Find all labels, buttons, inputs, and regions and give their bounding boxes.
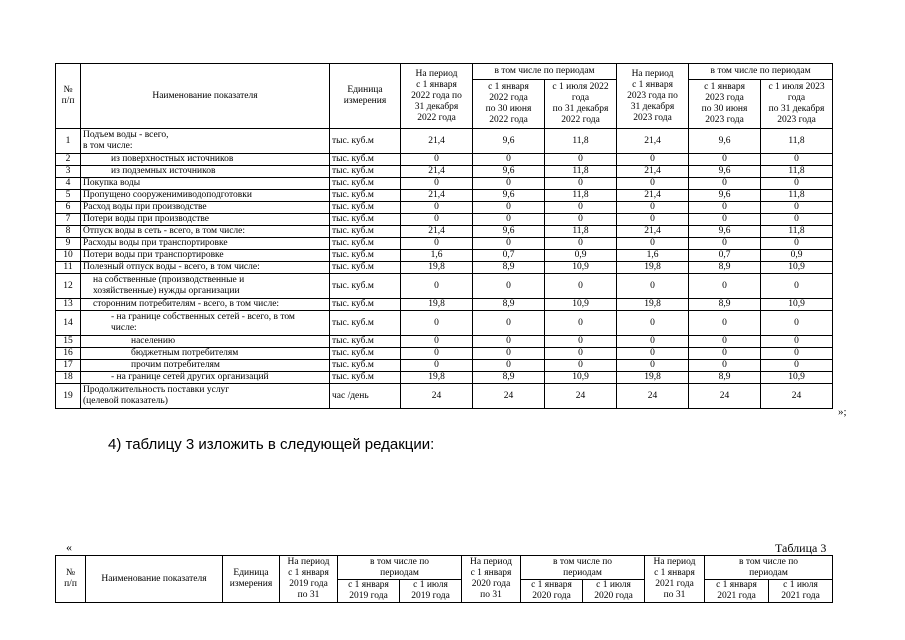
row-value: 11,8	[545, 226, 617, 238]
row-num: 4	[56, 178, 81, 190]
header-incl-2023: в том числе по периодам	[689, 64, 833, 80]
row-value: 0	[545, 154, 617, 166]
header-unit: Единица измерения	[330, 64, 401, 129]
table-row	[56, 190, 833, 202]
t3-header-period-2019: На период с 1 января 2019 года по 31	[280, 556, 338, 603]
row-value: 0	[689, 274, 761, 299]
t3-header-h2-2019: с 1 июля 2019 года	[400, 580, 462, 603]
row-unit: тыс. куб.м	[330, 154, 401, 166]
row-value: 11,8	[545, 129, 617, 154]
row-value: 8,9	[473, 299, 545, 311]
row-value: 0	[545, 274, 617, 299]
table-row	[56, 202, 833, 214]
table-row	[56, 262, 833, 274]
t3-header-period-2020: На период с 1 января 2020 года по 31	[462, 556, 521, 603]
water-balance-table	[55, 63, 833, 409]
header-h2-2022: с 1 июля 2022 года по 31 декабря 2022 года	[545, 80, 617, 129]
row-value: 11,8	[545, 190, 617, 202]
table-row	[56, 129, 833, 154]
row-value: 0	[401, 202, 473, 214]
row-value: 0	[761, 311, 833, 336]
row-num: 3	[56, 166, 81, 178]
row-unit: тыс. куб.м	[330, 214, 401, 226]
row-value: 10,9	[761, 372, 833, 384]
row-value: 0	[689, 360, 761, 372]
table-row	[56, 372, 833, 384]
row-unit: тыс. куб.м	[330, 360, 401, 372]
row-num: 1	[56, 129, 81, 154]
row-name: Расходы воды при транспортировке	[81, 238, 330, 250]
row-name: Полезный отпуск воды - всего, в том числе:	[81, 262, 330, 274]
row-num: 8	[56, 226, 81, 238]
t3-header-name: Наименование показателя	[86, 556, 223, 603]
row-unit: тыс. куб.м	[330, 262, 401, 274]
row-value: 9,6	[473, 129, 545, 154]
t3-header-unit: Единица измерения	[223, 556, 280, 603]
row-value: 11,8	[545, 166, 617, 178]
row-value: 0	[473, 202, 545, 214]
row-value: 0	[401, 348, 473, 360]
t3-header-incl-2020: в том числе по периодам	[521, 556, 645, 580]
row-value: 19,8	[617, 299, 689, 311]
row-value: 0	[473, 214, 545, 226]
row-value: 0	[761, 274, 833, 299]
row-name: Подъем воды - всего, в том числе:	[81, 129, 330, 154]
row-value: 19,8	[617, 372, 689, 384]
row-value: 19,8	[401, 372, 473, 384]
row-value: 10,9	[545, 372, 617, 384]
row-num: 9	[56, 238, 81, 250]
table-row	[56, 154, 833, 166]
row-value: 0	[761, 238, 833, 250]
row-value: 21,4	[617, 226, 689, 238]
row-value: 0	[689, 202, 761, 214]
row-num: 19	[56, 384, 81, 409]
row-value: 0	[401, 336, 473, 348]
row-value: 9,6	[689, 166, 761, 178]
row-unit: тыс. куб.м	[330, 311, 401, 336]
row-name: на собственные (производственные и хозяйственные) нужды организации	[81, 274, 330, 299]
row-value: 0	[545, 348, 617, 360]
row-name: из подземных источников	[81, 166, 330, 178]
row-value: 0	[473, 360, 545, 372]
row-num: 5	[56, 190, 81, 202]
row-unit: тыс. куб.м	[330, 372, 401, 384]
row-value: 11,8	[761, 166, 833, 178]
row-num: 15	[56, 336, 81, 348]
table-row	[56, 360, 833, 372]
row-value: 0	[545, 202, 617, 214]
row-unit: тыс. куб.м	[330, 129, 401, 154]
row-value: 0	[761, 154, 833, 166]
row-unit: тыс. куб.м	[330, 166, 401, 178]
row-value: 0	[761, 336, 833, 348]
row-num: 17	[56, 360, 81, 372]
row-name: прочим потребителям	[81, 360, 330, 372]
row-value: 0	[617, 336, 689, 348]
t3-header-h1-2020: с 1 января 2020 года	[521, 580, 583, 603]
row-value: 0	[689, 214, 761, 226]
row-value: 0	[545, 238, 617, 250]
row-value: 9,6	[689, 190, 761, 202]
row-value: 0	[473, 238, 545, 250]
row-name: Потери воды при транспортировке	[81, 250, 330, 262]
row-unit: тыс. куб.м	[330, 190, 401, 202]
table-row	[56, 250, 833, 262]
row-num: 6	[56, 202, 81, 214]
row-unit: тыс. куб.м	[330, 202, 401, 214]
row-value: 9,6	[473, 166, 545, 178]
row-value: 0	[689, 178, 761, 190]
row-value: 0	[689, 311, 761, 336]
row-value: 0,9	[545, 250, 617, 262]
row-num: 18	[56, 372, 81, 384]
row-value: 0	[473, 311, 545, 336]
instruction-text: 4) таблицу 3 изложить в следующей редакции:	[108, 436, 435, 453]
t3-header-h1-2021: с 1 января 2021 года	[705, 580, 769, 603]
row-value: 0	[545, 311, 617, 336]
header-h2-2023: с 1 июля 2023 года по 31 декабря 2023 года	[761, 80, 833, 129]
row-value: 8,9	[689, 299, 761, 311]
row-value: 0	[545, 178, 617, 190]
table-row	[56, 384, 833, 409]
row-value: 0	[617, 274, 689, 299]
row-name: - на границе собственных сетей - всего, в том числе:	[81, 311, 330, 336]
table-row	[56, 214, 833, 226]
closing-quote: »;	[838, 406, 847, 418]
row-unit: тыс. куб.м	[330, 250, 401, 262]
row-name: населению	[81, 336, 330, 348]
row-name: сторонним потребителям - всего, в том числе:	[81, 299, 330, 311]
row-value: 24	[761, 384, 833, 409]
row-value: 1,6	[401, 250, 473, 262]
row-value: 11,8	[761, 129, 833, 154]
header-h1-2022: с 1 января 2022 года по 30 июня 2022 года	[473, 80, 545, 129]
row-value: 0	[401, 238, 473, 250]
row-value: 0	[617, 154, 689, 166]
row-value: 0	[401, 360, 473, 372]
row-value: 0	[689, 154, 761, 166]
row-value: 8,9	[473, 372, 545, 384]
row-value: 19,8	[617, 262, 689, 274]
header-name: Наименование показателя	[81, 64, 330, 129]
header-num: № п/п	[56, 64, 81, 129]
row-value: 0	[617, 238, 689, 250]
row-value: 24	[617, 384, 689, 409]
table-row	[56, 238, 833, 250]
row-value: 21,4	[401, 226, 473, 238]
row-value: 10,9	[761, 299, 833, 311]
row-value: 21,4	[401, 190, 473, 202]
row-unit: тыс. куб.м	[330, 336, 401, 348]
row-num: 11	[56, 262, 81, 274]
row-value: 21,4	[401, 129, 473, 154]
row-num: 12	[56, 274, 81, 299]
row-unit: тыс. куб.м	[330, 299, 401, 311]
row-num: 2	[56, 154, 81, 166]
row-name: Пропущено сооруженимиводоподготовки	[81, 190, 330, 202]
row-value: 11,8	[761, 226, 833, 238]
row-name: бюджетным потребителям	[81, 348, 330, 360]
row-value: 0	[761, 178, 833, 190]
row-unit: тыс. куб.м	[330, 238, 401, 250]
t3-header-incl-2019: в том числе по периодам	[338, 556, 462, 580]
row-value: 0	[617, 178, 689, 190]
row-value: 0	[617, 311, 689, 336]
row-value: 8,9	[473, 262, 545, 274]
row-value: 0	[401, 178, 473, 190]
row-value: 0	[473, 154, 545, 166]
row-value: 21,4	[617, 190, 689, 202]
row-value: 0	[401, 214, 473, 226]
row-unit: час /день	[330, 384, 401, 409]
t3-header-num: № п/п	[56, 556, 86, 603]
row-name: Расход воды при производстве	[81, 202, 330, 214]
row-name: Покупка воды	[81, 178, 330, 190]
row-value: 0	[689, 238, 761, 250]
row-value: 10,9	[545, 262, 617, 274]
table-row	[56, 178, 833, 190]
header-h1-2023: с 1 января 2023 года по 30 июня 2023 года	[689, 80, 761, 129]
open-quote: «	[66, 540, 72, 554]
row-value: 9,6	[473, 190, 545, 202]
row-value: 0,7	[473, 250, 545, 262]
row-value: 0	[617, 348, 689, 360]
row-unit: тыс. куб.м	[330, 274, 401, 299]
table3	[55, 555, 833, 603]
row-name: Отпуск воды в сеть - всего, в том числе:	[81, 226, 330, 238]
t3-header-h1-2019: с 1 января 2019 года	[338, 580, 400, 603]
row-num: 7	[56, 214, 81, 226]
row-value: 0	[761, 214, 833, 226]
row-value: 0	[401, 154, 473, 166]
header-period-2023: На период с 1 января 2023 года по 31 декабря 2023 года	[617, 64, 689, 129]
row-value: 0	[401, 274, 473, 299]
row-value: 19,8	[401, 262, 473, 274]
table-row	[56, 311, 833, 336]
row-value: 9,6	[473, 226, 545, 238]
row-value: 0	[401, 311, 473, 336]
row-value: 10,9	[545, 299, 617, 311]
row-value: 21,4	[617, 129, 689, 154]
row-value: 0	[545, 360, 617, 372]
row-value: 24	[401, 384, 473, 409]
row-value: 11,8	[761, 190, 833, 202]
t3-header-period-2021: На период с 1 января 2021 года по 31	[645, 556, 705, 603]
row-value: 0	[617, 202, 689, 214]
table3-title: Таблица 3	[775, 541, 827, 555]
row-value: 8,9	[689, 372, 761, 384]
row-value: 0	[761, 202, 833, 214]
header-incl-2022: в том числе по периодам	[473, 64, 617, 80]
row-value: 0,9	[761, 250, 833, 262]
t3-header-incl-2021: в том числе по периодам	[705, 556, 833, 580]
row-value: 0	[689, 348, 761, 360]
t3-header-h2-2020: с 1 июля 2020 года	[583, 580, 645, 603]
row-value: 0	[473, 336, 545, 348]
row-value: 0	[761, 360, 833, 372]
table-row	[56, 336, 833, 348]
row-value: 24	[689, 384, 761, 409]
row-value: 0	[617, 360, 689, 372]
row-unit: тыс. куб.м	[330, 178, 401, 190]
row-value: 19,8	[401, 299, 473, 311]
table-row	[56, 299, 833, 311]
row-name: Потери воды при производстве	[81, 214, 330, 226]
row-value: 1,6	[617, 250, 689, 262]
row-value: 0	[473, 348, 545, 360]
row-name: - на границе сетей других организаций	[81, 372, 330, 384]
row-value: 0	[689, 336, 761, 348]
row-value: 0	[473, 178, 545, 190]
t3-header-h2-2021: с 1 июля 2021 года	[769, 580, 833, 603]
row-value: 21,4	[617, 166, 689, 178]
row-value: 0	[761, 348, 833, 360]
row-num: 13	[56, 299, 81, 311]
row-num: 16	[56, 348, 81, 360]
row-value: 0	[473, 274, 545, 299]
row-value: 24	[545, 384, 617, 409]
row-value: 0	[617, 214, 689, 226]
row-value: 10,9	[761, 262, 833, 274]
header-period-2022: На период с 1 января 2022 года по 31 декабря 2022 года	[401, 64, 473, 129]
row-value: 0	[545, 336, 617, 348]
row-value: 0	[545, 214, 617, 226]
row-num: 14	[56, 311, 81, 336]
table-row	[56, 348, 833, 360]
table-row	[56, 166, 833, 178]
row-name: Продолжительность поставки услуг (целевой показатель)	[81, 384, 330, 409]
row-value: 9,6	[689, 129, 761, 154]
row-value: 8,9	[689, 262, 761, 274]
row-value: 24	[473, 384, 545, 409]
table-row	[56, 226, 833, 238]
row-value: 0,7	[689, 250, 761, 262]
row-name: из поверхностных источников	[81, 154, 330, 166]
table-row	[56, 274, 833, 299]
row-num: 10	[56, 250, 81, 262]
row-value: 9,6	[689, 226, 761, 238]
row-value: 21,4	[401, 166, 473, 178]
row-unit: тыс. куб.м	[330, 348, 401, 360]
row-unit: тыс. куб.м	[330, 226, 401, 238]
